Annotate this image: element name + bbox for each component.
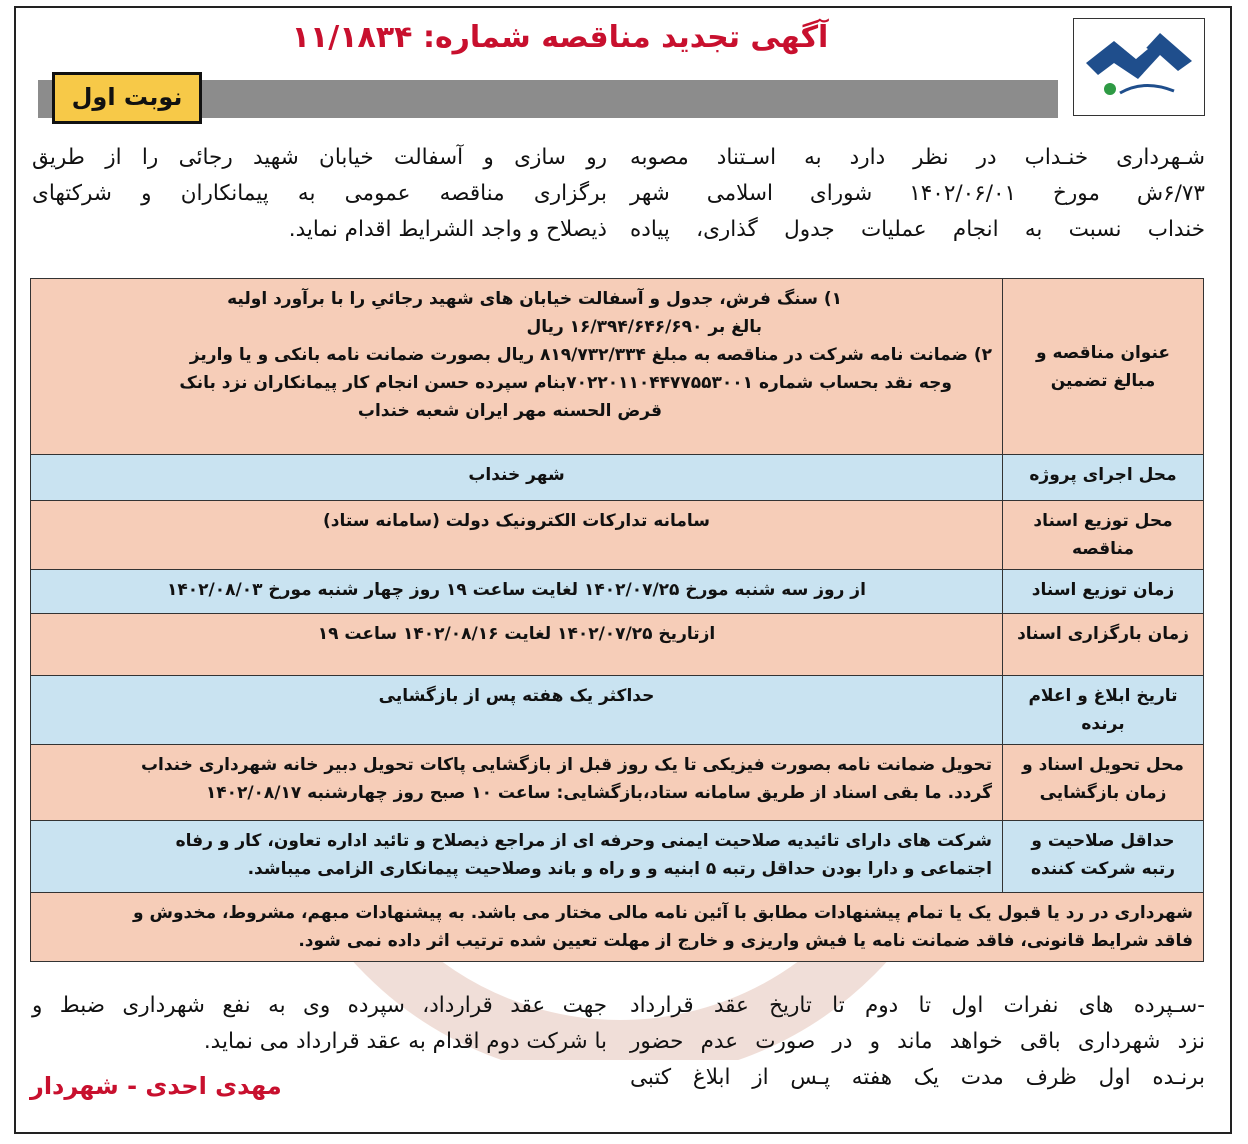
intro-right-column [630, 140, 1205, 248]
closing-line: جهت عقد قرارداد، سپرده وی به نفع شهرداری ضبط و [32, 993, 607, 1018]
table-row [31, 279, 1204, 455]
content-line: شهر خنداب [468, 465, 565, 485]
table-row [31, 455, 1204, 501]
row-content [31, 745, 1003, 821]
table-row [31, 676, 1204, 745]
content-line: تحویل ضمانت نامه بصورت فیزیکی تا یک روز قبل از بازگشایی پاکات تحویل دبیر خانه شهرداری خنداب [140, 755, 992, 775]
closing-left-column [32, 988, 607, 1060]
content-line: گردد. ما بقی اسناد از طریق سامانه ستاد،بازگشایی: ساعت ۱۰ صبح روز چهارشنبه ۱۴۰۲/۰۸/۱۷ [205, 783, 992, 803]
closing-line: برنـده اول ظرف مدت یک هفته پـس از ابلاغ کتبی [630, 1065, 1205, 1090]
intro-line: ۶/۷۳ش مورخ ۱۴۰۲/۰۶/۰۱ شورای اسلامی شهر [630, 181, 1205, 206]
intro-line: ذیصلاح و واجد الشرایط اقدام نماید. [288, 217, 607, 242]
turn-badge: نوبت اول [52, 72, 202, 124]
table-footer-row [31, 893, 1204, 962]
intro-line: شـهرداری خنـداب در نظر دارد به اسـتناد مصوبه [630, 145, 1205, 170]
row-content [31, 570, 1003, 614]
content-line: شرکت های دارای تائیدیه صلاحیت ایمنی وحرفه ای از مراجع ذیصلاح و تائید اداره تعاون، کار و رفاه [175, 831, 992, 851]
row-label: حداقل صلاحیت و رتبه شرکت کننده [1003, 821, 1204, 893]
table-row [31, 501, 1204, 570]
intro-left-column [32, 140, 607, 248]
tender-table [30, 278, 1204, 962]
content-line: اجتماعی و دارا بودن حداقل رتبه ۵ ابنیه و و راه و باند وصلاحیت پیمانکاری الزامی میباشد. [247, 859, 992, 879]
table-row [31, 821, 1204, 893]
closing-line: نزد شهرداری باقی خواهد ماند و در صورت عدم حضور [630, 1029, 1205, 1054]
content-line: حداکثر یک هفته پس از بازگشایی [378, 686, 655, 706]
content-line: ۱) سنگ فرش، جدول و آسفالت خیابان های شهید رجائیِ را با برآورد اولیه [227, 289, 842, 309]
row-label: زمان توزیع اسناد [1003, 570, 1204, 614]
row-label: تاریخ ابلاغ و اعلام برنده [1003, 676, 1204, 745]
table-footer-note [31, 893, 1204, 962]
row-label: محل تحویل اسناد و زمان بازگشایی [1003, 745, 1204, 821]
row-content [31, 455, 1003, 501]
content-line: از روز سه شنبه مورخ ۱۴۰۲/۰۷/۲۵ لغایت ساعت ۱۹ روز چهار شنبه مورخ ۱۴۰۲/۰۸/۰۳ [167, 580, 866, 600]
intro-line: برگزاری مناقصه عمومی به پیمانکاران و شرکتهای [32, 181, 607, 206]
content-line: سامانه تدارکات الکترونیک دولت (سامانه ستاد) [322, 511, 711, 531]
closing-line: با شرکت دوم اقدام به عقد قرارداد می نماید. [203, 1029, 607, 1054]
row-label: محل اجرای پروژه [1003, 455, 1204, 501]
municipality-logo [1073, 18, 1205, 116]
table-row [31, 570, 1204, 614]
row-content [31, 676, 1003, 745]
row-label: عنوان مناقصه و مبالغ تضمین [1003, 279, 1204, 455]
content-line: بالغ بر ۱۶/۳۹۴/۶۴۶/۶۹۰ ریال [526, 317, 762, 337]
footer-line: فاقد شرایط قانونی، فاقد ضمانت نامه یا فیش واریزی و خارج از مهلت تعیین شده ترتیب اثر داده نمی شود. [298, 931, 1193, 951]
content-line: ۲) ضمانت نامه شرکت در مناقصه به مبلغ ۸۱۹/۷۳۲/۳۳۴ ریال بصورت ضمانت نامه بانکی و یا واریز [189, 345, 992, 365]
closing-right-column [630, 988, 1205, 1096]
table-row [31, 745, 1204, 821]
intro-line: رو سازی و آسفالت خیابان شهید رجائی را از طریق [32, 145, 607, 170]
mayor-signature: مهدی احدی - شهردار [30, 1072, 282, 1100]
closing-line: -سـپرده های نفرات اول تا دوم تا تاریخ عقد قرارداد [630, 993, 1205, 1018]
row-content [31, 614, 1003, 676]
content-line: وجه نقد بحساب شماره ۷۰۲۲۰۱۱۰۴۴۷۷۵۵۳۰۰۱بنام سپرده حسن انجام کار پیمانکاران نزد بانک [179, 373, 952, 393]
content-line: قرض الحسنه مهر ایران شعبه خنداب [357, 401, 662, 421]
row-content [31, 821, 1003, 893]
table-row [31, 614, 1204, 676]
content-line: ازتاریخ ۱۴۰۲/۰۷/۲۵ لغایت ۱۴۰۲/۰۸/۱۶ ساعت ۱۹ [317, 624, 716, 644]
row-label: محل توزیع اسناد مناقصه [1003, 501, 1204, 570]
row-label: زمان بارگزاری اسناد [1003, 614, 1204, 676]
intro-line: خنداب نسبت به انجام عملیات جدول گذاری، پیاده [630, 217, 1205, 242]
row-content [31, 279, 1003, 455]
footer-line: شهرداری در رد یا قبول یک یا تمام پیشنهادات مطابق با آئین نامه مالی مختار می باشد. به پیشنهادات مبهم، مشروط، مخدوش و [133, 903, 1193, 923]
ad-title: آگهی تجدید مناقصه شماره: ۱۱/۱۸۳۴ [291, 20, 829, 55]
row-content [31, 501, 1003, 570]
